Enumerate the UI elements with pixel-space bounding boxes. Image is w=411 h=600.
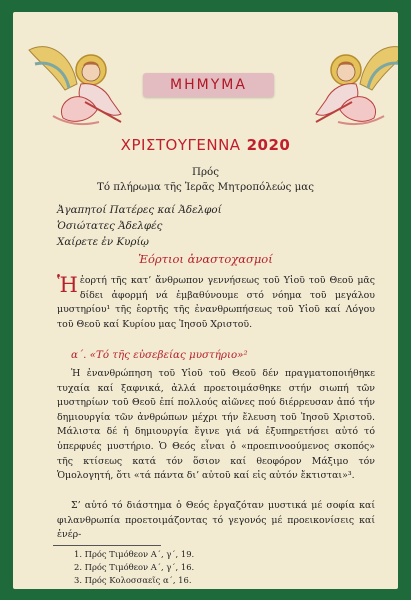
recipient-block bbox=[13, 165, 398, 195]
message-banner: ΜΗΜΥΜΑ bbox=[143, 73, 274, 97]
footnote: 2. Πρός Τιμόθεον Α΄, γ΄, 16. bbox=[74, 562, 195, 572]
intro-paragraph bbox=[57, 274, 375, 332]
footnotes bbox=[74, 548, 194, 587]
title-year: 2020 bbox=[246, 136, 291, 154]
greeting-block bbox=[57, 202, 222, 250]
greeting-line: Χαίρετε ἐν Κυρίῳ bbox=[57, 236, 149, 248]
greeting-line: Ὁσιώτατες Ἀδελφές bbox=[57, 220, 163, 232]
greeting-line: Ἀγαπητοί Πατέρες καί Ἀδελφοί bbox=[57, 204, 222, 216]
subheading: α΄. «Τό τῆς εὐσεβείας μυστήριο»² bbox=[71, 349, 248, 361]
letter-page bbox=[13, 12, 398, 589]
body-paragraph: Σ’ αὐτό τό διάστημα ὁ Θεός ἐργαζόταν μυστικά μέ σοφία καί φιλανθρωπία προετοιμάζοντας τό γεγονός μέ προεικονίσεις καί ἐνέρ- bbox=[57, 500, 375, 541]
drop-cap: Ἡ bbox=[57, 273, 78, 297]
footnote: 3. Πρός Κολοσσαεῖς α΄, 16. bbox=[74, 575, 192, 585]
body-paragraph: Ἡ ἐνανθρώπηση τοῦ Υἱοῦ τοῦ Θεοῦ δέν πραγματοποιήθηκε τυχαία καί ξαφνικά, ἀλλά προετοιμάσθηκε στήν σιωπή τῶν μυστηρίων τοῦ Θεοῦ ἐπί πολλούς αἰῶνες πού διέρρευσαν ἀπό τήν δημιουργία τῶν ἀνθρώπων μέχρι τήν ἔλευση τοῦ Ἰησοῦ Χριστοῦ. Μάλιστα δέ ἡ δημιουργία ἔγινε γιά νά ἐξυπηρετήσει αὐτό τό ὑπερφυές μυστήριο. Ὁ Θεός εἶναι ὁ «προεπινοούμενος σκοπός» τῆς κτίσεως κατά τόν ὅσιον καί θεοφόρον Μάξιμο τόν Ὁμολογητή, ὅτι «τά πάντα δι’ αὐτοῦ καί εἰς αὐτόν ἔκτισται»³. bbox=[57, 368, 375, 482]
intro-text: ἑορτή τῆς κατ’ ἄνθρωπον γεννήσεως τοῦ Υἱοῦ τοῦ Θεοῦ μᾶς δίδει ἀφορμή νά ἐμβαθύνουμε στό νόημα τοῦ μεγάλου μυστηρίου¹ τῆς ἑορτῆς τῆς ἐνανθρωπήσεως τοῦ Υἱοῦ καί Λόγου τοῦ Θεοῦ καί Κυρίου μας Ἰησοῦ Χριστοῦ. bbox=[57, 275, 375, 330]
page-title bbox=[13, 136, 398, 154]
recipient-name: Τό πλήρωμα τῆς Ἱερᾶς Μητροπόλεώς μας bbox=[96, 181, 315, 193]
title-text: ΧΡΙΣΤΟΥΓΕΝΝΑ bbox=[120, 136, 241, 154]
footnote-divider bbox=[53, 545, 161, 546]
recipient-to: Πρός bbox=[192, 166, 219, 178]
footnote: 1. Πρός Τιμόθεον Α΄, γ΄, 19. bbox=[74, 549, 195, 559]
section-title: Ἑόρτιοι ἀναστοχασμοί bbox=[138, 252, 273, 266]
